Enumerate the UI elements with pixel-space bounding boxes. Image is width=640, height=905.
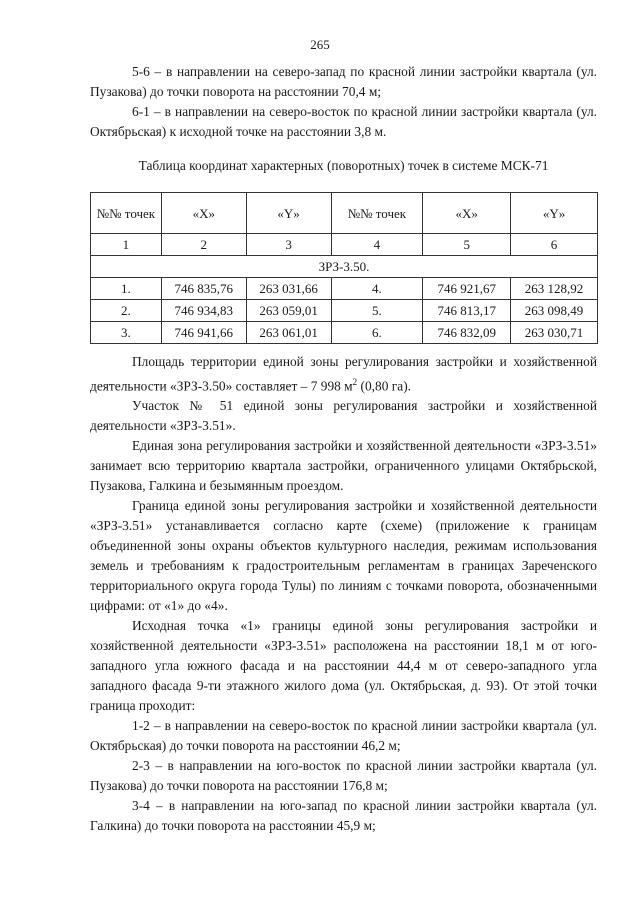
- paragraph: 1-2 – в направлении на северо-восток по красной линии застройки квартала (ул. Октябрьская) до точки поворота на расстоянии 46,2 м;: [90, 718, 597, 754]
- table-cell: 263 059,01: [246, 300, 331, 322]
- table-cell: 2.: [91, 300, 162, 322]
- table-number-row: [91, 234, 598, 256]
- table-cell: 3.: [91, 322, 162, 344]
- area-text: Площадь территории единой зоны регулирования застройки и хозяйственной деятельности «ЗРЗ-3.50» составляет – 7 998 м: [90, 354, 597, 394]
- paragraph: Граница единой зоны регулирования застройки и хозяйственной деятельности «ЗРЗ-3.51» устанавливается согласно карте (схеме) (приложение к границам объединенной зоны охраны объектов культурного наследия, режимам использования земель и требованиям к градостроительным регламентам в границах Зареченского территориального округа города Тулы) по линиям с точками поворота, обозначенными цифрами: от «1» до «4».: [90, 498, 597, 614]
- body-text: [90, 352, 597, 836]
- table-cell: 746 835,76: [161, 278, 246, 300]
- table-cell: 263 031,66: [246, 278, 331, 300]
- number-cell: 2: [161, 234, 246, 256]
- table-cell: 263 030,71: [511, 322, 598, 344]
- area-tail: (0,80 га).: [357, 378, 412, 394]
- paragraph: 2-3 – в направлении на юго-восток по красной линии застройки квартала (ул. Пузакова) до точки поворота на расстоянии 176,8 м;: [90, 758, 597, 794]
- table-header-row: [91, 193, 598, 234]
- coordinates-table: [90, 192, 598, 344]
- header-cell: «X»: [161, 193, 246, 234]
- zone-label: ЗРЗ-3.50.: [91, 256, 598, 278]
- table-cell: 263 061,01: [246, 322, 331, 344]
- table-cell: 5.: [331, 300, 423, 322]
- table-caption-block: [90, 156, 597, 176]
- table-cell: 1.: [91, 278, 162, 300]
- header-cell: №№ точек: [331, 193, 423, 234]
- paragraph: Участок № 51 единой зоны регулирования застройки и хозяйственной деятельности «ЗРЗ-3.51».: [90, 398, 597, 434]
- table-zone-row: [91, 256, 598, 278]
- paragraph: Единая зона регулирования застройки и хозяйственной деятельности «ЗРЗ-3.51» занимает всю территорию квартала застройки, ограниченного улицами Октябрьской, Пузакова, Галкина и безымянным проездом.: [90, 438, 597, 494]
- table-row: [91, 300, 598, 322]
- header-cell: «Y»: [246, 193, 331, 234]
- paragraph: 6-1 – в направлении на северо-восток по красной линии застройки квартала (ул. Октябрьская) к исходной точке на расстоянии 3,8 м.: [90, 104, 597, 139]
- table-cell: 746 941,66: [161, 322, 246, 344]
- header-cell: «X»: [423, 193, 511, 234]
- table-cell: 746 813,17: [423, 300, 511, 322]
- table-cell: 4.: [331, 278, 423, 300]
- number-cell: 5: [423, 234, 511, 256]
- table-row: [91, 278, 598, 300]
- table-cell: 746 832,09: [423, 322, 511, 344]
- table-cell: 263 128,92: [511, 278, 598, 300]
- paragraph: 3-4 – в направлении на юго-запад по красной линии застройки квартала (ул. Галкина) до точки поворота на расстоянии 45,9 м;: [90, 798, 597, 834]
- number-cell: 4: [331, 234, 423, 256]
- area-unit-superscript: 2: [352, 377, 358, 387]
- page-number: 265: [310, 37, 330, 52]
- table-cell: 746 934,83: [161, 300, 246, 322]
- table-row: [91, 322, 598, 344]
- number-cell: 1: [91, 234, 162, 256]
- paragraph: 5-6 – в направлении на северо-запад по красной линии застройки квартала (ул. Пузакова) до точки поворота на расстоянии 70,4 м;: [90, 64, 597, 99]
- number-cell: 6: [511, 234, 598, 256]
- table-caption: Таблица координат характерных (поворотных) точек в системе МСК-71: [138, 158, 549, 173]
- area-paragraph: [90, 352, 597, 396]
- top-text: [90, 62, 597, 142]
- number-cell: 3: [246, 234, 331, 256]
- header-cell: №№ точек: [91, 193, 162, 234]
- table-cell: 746 921,67: [423, 278, 511, 300]
- header-cell: «Y»: [511, 193, 598, 234]
- paragraph: Исходная точка «1» границы единой зоны регулирования застройки и хозяйственной деятельности «ЗРЗ-3.51» расположена на расстоянии 18,1 м от юго-западного угла южного фасада и на расстоянии 44,4 м от северо-западного угла западного фасада 9-ти этажного жилого дома (ул. Октябрьская, д. 93). От этой точки граница проходит:: [90, 618, 597, 714]
- table-cell: 6.: [331, 322, 423, 344]
- table-cell: 263 098,49: [511, 300, 598, 322]
